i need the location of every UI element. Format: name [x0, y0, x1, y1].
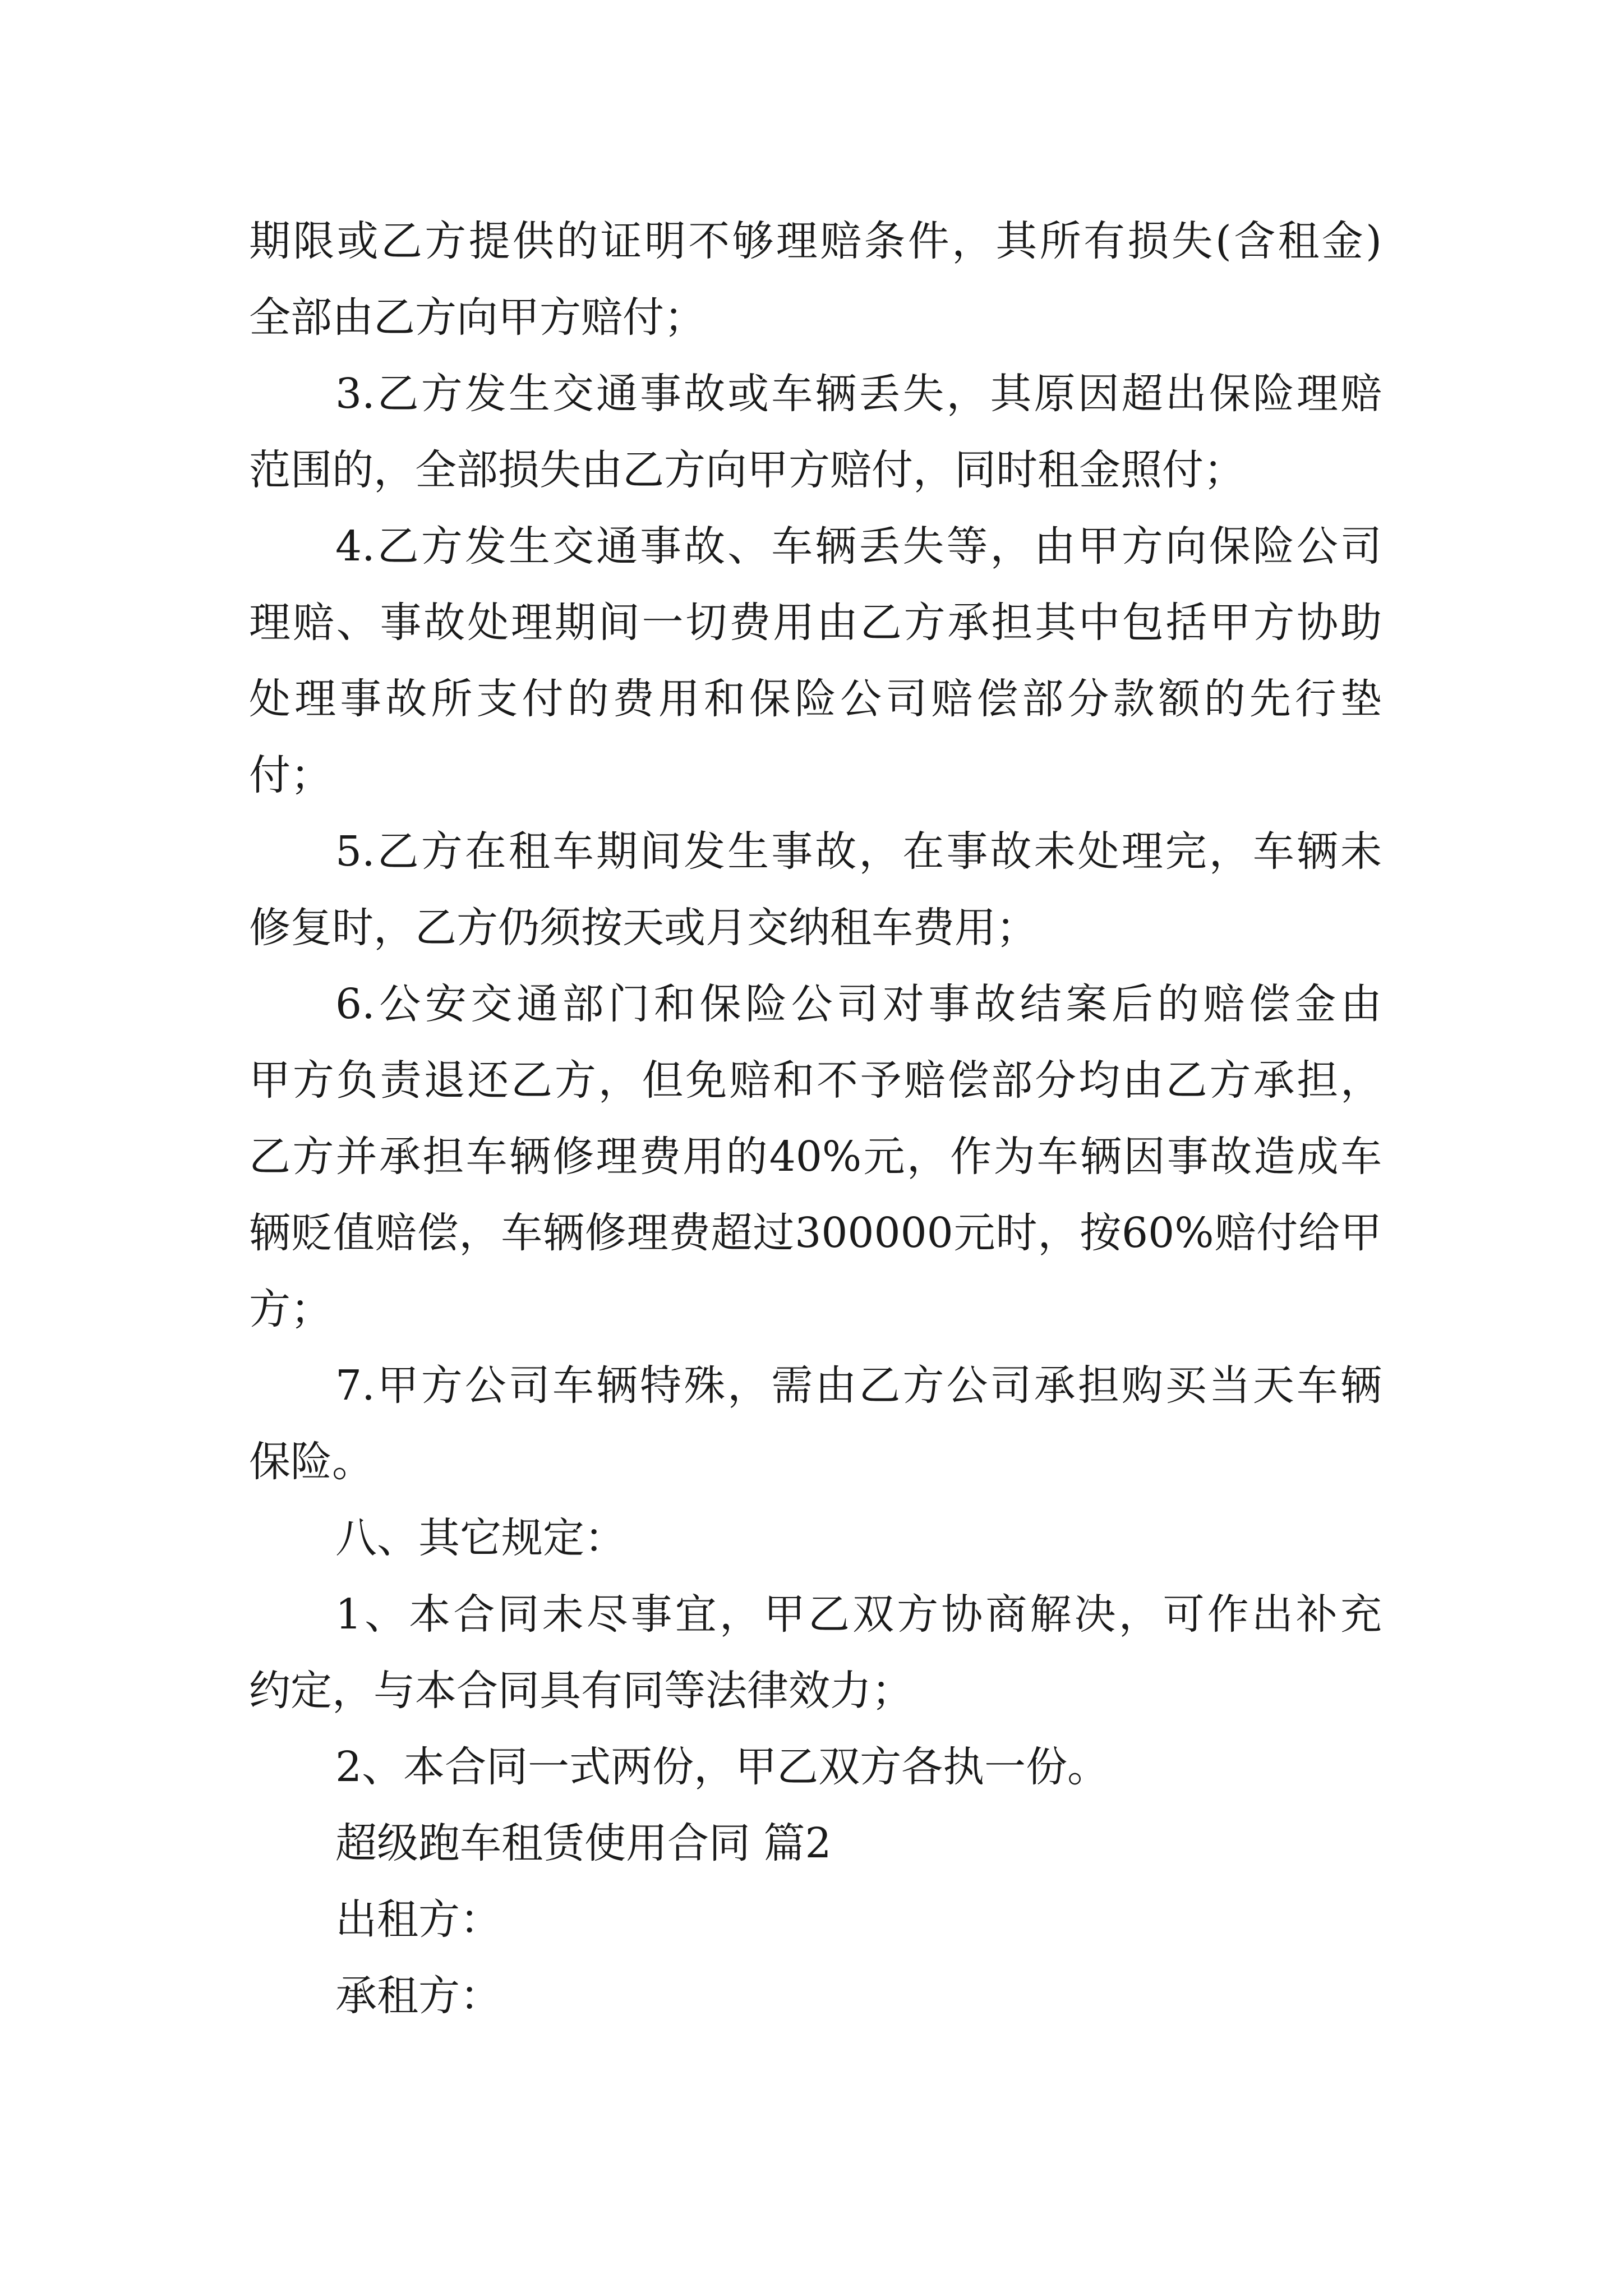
contract-title: 超级跑车租赁使用合同 篇2 [335, 1819, 832, 1867]
section-heading: 八、其它规定： [335, 1514, 626, 1562]
lessee-label: 承租方： [335, 1972, 501, 2020]
text-line: 乙方并承担车辆修理费用的40%元，作为车辆因事故造成车 [249, 1133, 1382, 1181]
text-line: 期限或乙方提供的证明不够理赔条件，其所有损失(含租金) [249, 217, 1382, 265]
lessor-label: 出租方： [335, 1895, 501, 1944]
text-line: 付； [249, 751, 332, 799]
text-line: 辆贬值赔偿，车辆修理费超过300000元时，按60%赔付给甲 [249, 1209, 1382, 1257]
text-line: 处理事故所支付的费用和保险公司赔偿部分款额的先行垫 [249, 675, 1382, 723]
text-line: 方； [249, 1285, 332, 1333]
text-line: 修复时，乙方仍须按天或月交纳租车费用； [249, 904, 1038, 952]
text-line: 理赔、事故处理期间一切费用由乙方承担其中包括甲方协助 [249, 599, 1382, 647]
text-line: 甲方负责退还乙方，但免赔和不予赔偿部分均由乙方承担， [249, 1056, 1382, 1105]
text-line: 5.乙方在租车期间发生事故，在事故未处理完，车辆未 [335, 827, 1382, 876]
text-line: 保险。 [249, 1438, 374, 1486]
text-line: 1、本合同未尽事宜，甲乙双方协商解决，可作出补充 [335, 1590, 1382, 1639]
text-line: 3.乙方发生交通事故或车辆丢失，其原因超出保险理赔 [335, 370, 1382, 418]
text-line: 6.公安交通部门和保险公司对事故结案后的赔偿金由 [335, 980, 1382, 1028]
text-line: 2、本合同一式两份，甲乙双方各执一份。 [335, 1743, 1109, 1791]
text-line: 约定，与本合同具有同等法律效力； [249, 1667, 913, 1715]
text-line: 范围的，全部损失由乙方向甲方赔付，同时租金照付； [249, 446, 1245, 494]
text-line: 7.甲方公司车辆特殊，需由乙方公司承担购买当天车辆 [335, 1361, 1382, 1410]
text-line: 4.乙方发生交通事故、车辆丢失等，由甲方向保险公司 [335, 522, 1382, 570]
text-line: 全部由乙方向甲方赔付； [249, 293, 706, 342]
